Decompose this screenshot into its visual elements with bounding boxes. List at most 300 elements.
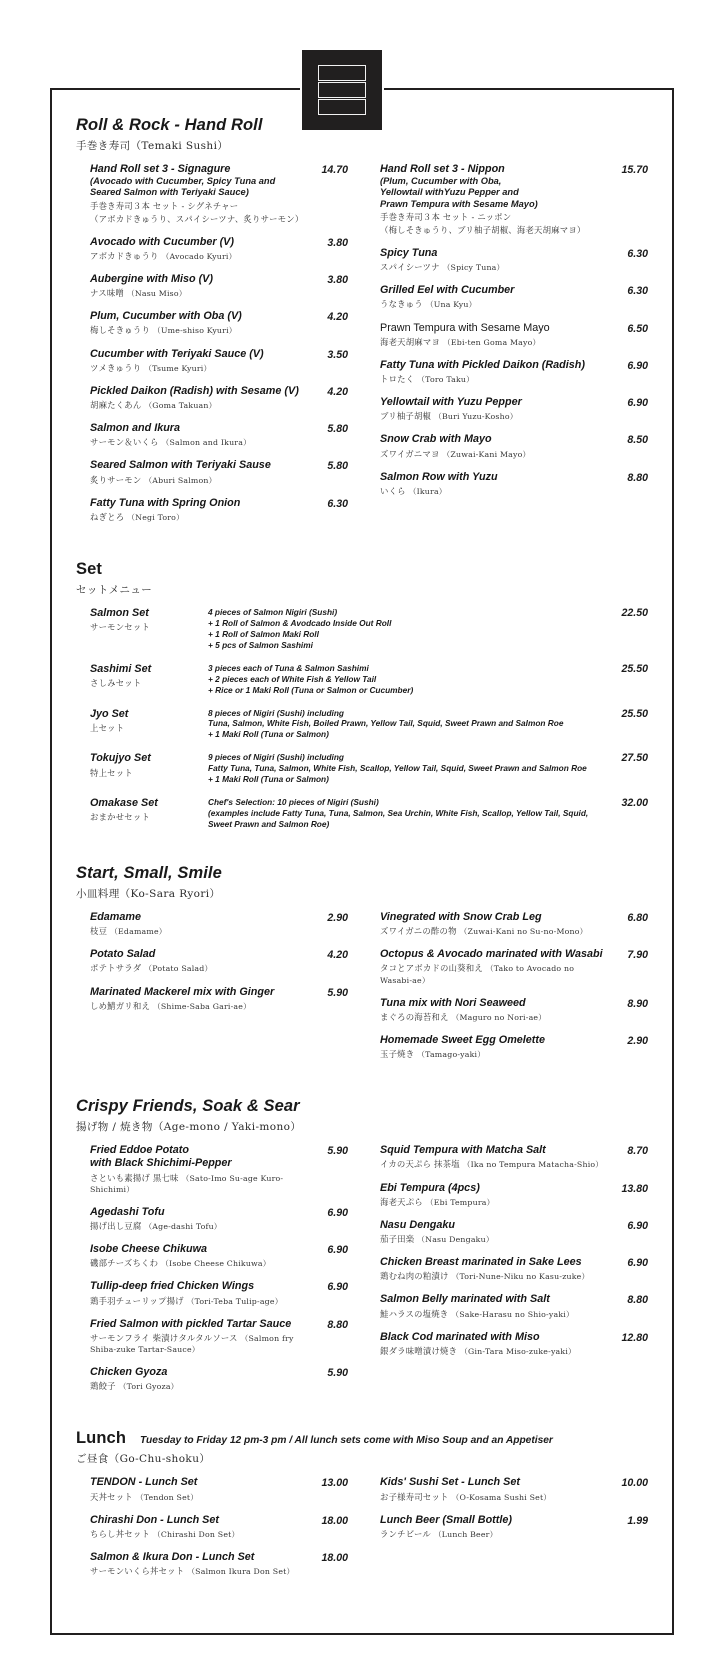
section-title: Start, Small, Smile: [76, 863, 222, 882]
menu-item[interactable]: [366, 1219, 648, 1245]
item-name: Octopus & Avocado marinated with Wasabi: [380, 948, 603, 961]
item-name-romaji: （Salmon and Ikura）: [161, 438, 252, 448]
item-name-romaji: （Chirashi Don Set）: [152, 1529, 240, 1539]
item-name-romaji: （Potato Salad）: [144, 964, 213, 974]
item-name-romaji: （Avocado Kyuri）: [161, 251, 237, 261]
item-name-romaji: （Nasu Dengaku）: [417, 1235, 494, 1244]
set-name-japanese: 特上セット: [90, 767, 133, 778]
item-name-japanese: 玉子焼き （Tamago-yaki）: [380, 1049, 486, 1060]
set-menu-row[interactable]: [76, 797, 648, 830]
item-name: Tullip-deep fried Chicken Wings: [90, 1280, 255, 1293]
set-price: 22.50: [621, 606, 648, 619]
menu-item-text: [76, 348, 306, 374]
item-name-japanese: イカの天ぷら 抹茶塩 （Ika no Tempura Matacha-Shio）: [380, 1159, 604, 1170]
set-description-line: Chef's Selection: 10 pieces of Nigiri (Sushi): [208, 797, 379, 808]
item-name: Chicken Gyoza: [90, 1366, 168, 1379]
menu-item[interactable]: [76, 911, 348, 937]
section-columns: [76, 1144, 648, 1403]
item-name-japanese: まぐろの海苔和え （Maguro no Nori-ae）: [380, 1011, 547, 1022]
menu-item[interactable]: [76, 1318, 348, 1355]
menu-item[interactable]: [76, 348, 348, 374]
menu-item-text: [366, 1219, 606, 1245]
item-name-japanese: サーモンいくら丼セット （Salmon Ikura Don Set）: [90, 1566, 295, 1577]
menu-item[interactable]: [366, 396, 648, 422]
menu-item[interactable]: [76, 163, 348, 225]
menu-item-text: [366, 1182, 606, 1208]
menu-item-price: 6.90: [627, 1257, 648, 1270]
menu-item-text: [366, 163, 606, 236]
menu-item-price: 5.90: [327, 1367, 348, 1380]
set-menu-row[interactable]: [76, 607, 648, 651]
menu-item-text: [76, 1318, 306, 1355]
menu-item-price: 10.00: [621, 1477, 648, 1490]
set-name: Sashimi Set: [90, 662, 152, 675]
set-description-line: Tuna, Salmon, White Fish, Boiled Prawn, Yellow Tail, Squid, Sweet Prawn and Salmon Roe: [208, 718, 564, 729]
item-name-romaji: （Ika no Tempura Matacha-Shio）: [462, 1160, 604, 1170]
item-name: Chirashi Don - Lunch Set: [90, 1513, 219, 1526]
item-name-japanese: ねぎとろ （Negi Toro）: [90, 511, 185, 522]
item-name-japanese: ちらし丼セット （Chirashi Don Set）: [90, 1528, 240, 1539]
item-name-japanese: ブリ柚子胡椒 （Buri Yuzu-Kosho）: [380, 411, 518, 422]
item-name-japanese: 手巻き寿司３本 セット - シグネチャー: [90, 200, 239, 211]
menu-item-text: [366, 247, 606, 273]
menu-item[interactable]: [366, 997, 648, 1023]
item-name-japanese: さといも素揚げ 黒七味 （Sato-Imo Su-age Kuro-Shichimi）: [90, 1172, 284, 1194]
item-name-japanese: 海老天ぷら （Ebi Tempura）: [380, 1196, 495, 1207]
menu-item-text: [76, 236, 306, 262]
menu-item-text: [76, 1366, 306, 1392]
menu-item-text: [366, 997, 606, 1023]
set-name-cell: [76, 708, 208, 734]
section-title-japanese: 揚げ物 / 焼き物（Age-mono / Yaki-mono）: [76, 1121, 302, 1134]
set-name-cell: [76, 797, 208, 823]
menu-item-text: [366, 1256, 606, 1282]
set-description-line: + 1 Maki Roll (Tuna or Salmon): [208, 774, 329, 785]
item-name-japanese-line2: （梅しそきゅうり、ブリ柚子胡椒、海老天胡麻マヨ）: [380, 225, 586, 236]
menu-item[interactable]: [76, 1280, 348, 1306]
menu-item-price: 1.99: [627, 1514, 648, 1527]
item-name: Yellowtail with Yuzu Pepper: [380, 396, 522, 409]
item-name-line2: with Black Shichimi-Pepper: [90, 1157, 232, 1170]
menu-item[interactable]: [366, 1514, 648, 1540]
set-description-line: (examples include Fatty Tuna, Tuna, Salmon, Sea Urchin, White Fish, Scallop, Yellow Tail, Squid,: [208, 808, 589, 819]
item-name-romaji: （Shime-Saba Gari-ae）: [152, 1001, 252, 1011]
menu-item[interactable]: [366, 1144, 648, 1170]
item-description-line: Prawn Tempura with Sesame Mayo): [380, 198, 538, 209]
column-left: [76, 163, 362, 534]
menu-item-text: [366, 284, 606, 310]
item-name-japanese: タコとアボカドの山葵和え （Tako to Avocado no Wasabi-ae）: [380, 963, 575, 985]
menu-section-roll-rock: [76, 116, 648, 534]
item-name-romaji: （Salmon Ikura Don Set）: [187, 1567, 295, 1577]
item-name: Agedashi Tofu: [90, 1205, 165, 1218]
item-name-japanese: アボカドきゅうり （Avocado Kyuri）: [90, 250, 237, 261]
item-name: Salmon Belly marinated with Salt: [380, 1293, 550, 1306]
set-description-cell: [208, 752, 600, 785]
menu-item[interactable]: [366, 1476, 648, 1502]
item-name-japanese: トロたく （Toro Taku）: [380, 374, 475, 385]
set-name: Jyo Set: [90, 707, 129, 720]
item-name-romaji: （O-Kosama Sushi Set）: [451, 1492, 552, 1502]
menu-item-text: [76, 1243, 306, 1269]
menu-item-price: 3.80: [327, 273, 348, 286]
item-name-japanese: ナス味噌 （Nasu Miso）: [90, 288, 187, 299]
section-title: Lunch: [76, 1429, 126, 1448]
set-description-line: Fatty Tuna, Tuna, Salmon, White Fish, Scallop, Yellow Tail, Squid, Sweet Prawn and Salmon Roe: [208, 763, 587, 774]
item-name-japanese: 手巻き寿司３本 セット - ニッポン: [380, 212, 512, 223]
menu-item-text: [76, 1280, 306, 1306]
menu-item-text: [366, 433, 606, 459]
item-name: Fatty Tuna with Spring Onion: [90, 496, 241, 509]
menu-item-text: [76, 948, 306, 974]
menu-content: [50, 88, 674, 1592]
item-name-japanese: サーモン＆いくら （Salmon and Ikura）: [90, 437, 252, 448]
menu-item-text: [76, 1206, 306, 1232]
menu-item[interactable]: [366, 911, 648, 937]
menu-item-price: 18.00: [321, 1552, 348, 1564]
menu-item-price: 12.80: [621, 1331, 648, 1344]
section-title: Set: [76, 560, 102, 579]
section-title-japanese: セットメニュー: [76, 583, 153, 596]
item-name-japanese: ズワイガニの酢の物 （Zuwai-Kani no Su-no-Mono）: [380, 926, 588, 937]
set-name: Salmon Set: [90, 606, 149, 619]
set-description-line: + 2 pieces each of White Fish & Yellow Tail: [208, 673, 377, 684]
menu-item-price: 15.70: [621, 163, 648, 176]
item-name-japanese: 鶏手羽チューリップ揚げ （Tori-Teba Tulip-age）: [90, 1295, 283, 1306]
column-left: [76, 911, 362, 1071]
menu-section-start-small-smile: [76, 864, 648, 1071]
item-name-romaji: （Maguro no Nori-ae）: [451, 1012, 547, 1022]
item-name-romaji: （Salmon fry Shiba-zuke Tartar-Sauce）: [90, 1333, 294, 1355]
section-columns: [76, 1476, 648, 1588]
menu-item-text: [366, 1514, 606, 1540]
menu-section-set: [76, 560, 648, 830]
menu-item[interactable]: [76, 1206, 348, 1232]
item-name: Hand Roll set 3 - Nippon: [380, 162, 505, 175]
item-name-japanese: 海老天胡麻マヨ （Ebi-ten Goma Mayo）: [380, 336, 541, 347]
menu-item[interactable]: [76, 310, 348, 336]
menu-item-price: 6.30: [627, 247, 648, 260]
section-header: [76, 560, 648, 597]
item-name-romaji: （Negi Toro）: [127, 512, 185, 522]
column-right: [362, 1144, 648, 1403]
menu-section-lunch: [76, 1429, 648, 1588]
menu-item[interactable]: [76, 385, 348, 411]
item-name: Snow Crab with Mayo: [380, 433, 492, 446]
item-name-japanese: 揚げ出し豆腐 （Age-dashi Tofu）: [90, 1221, 222, 1231]
menu-item[interactable]: [366, 471, 648, 497]
item-name: Vinegrated with Snow Crab Leg: [380, 910, 542, 923]
set-description-line: 4 pieces of Salmon Nigiri (Sushi): [208, 606, 338, 617]
menu-item[interactable]: [76, 1144, 348, 1195]
menu-item-price: 6.80: [627, 911, 648, 924]
menu-item-price: 7.90: [627, 949, 648, 962]
item-name-japanese: 天丼セット （Tendon Set）: [90, 1491, 199, 1502]
menu-item-text: [366, 1293, 606, 1319]
menu-item-text: [366, 396, 606, 422]
logo-bar-icon: [318, 99, 366, 115]
set-description-line: 9 pieces of Nigiri (Sushi) including: [208, 752, 344, 763]
item-name: Tuna mix with Nori Seaweed: [380, 996, 526, 1009]
item-name: Salmon Row with Yuzu: [380, 470, 498, 483]
section-spacer: [76, 538, 648, 560]
menu-item[interactable]: [366, 359, 648, 385]
menu-item[interactable]: [76, 273, 348, 299]
menu-item-price: 6.90: [627, 1219, 648, 1232]
item-name: Fried Salmon with pickled Tartar Sauce: [90, 1317, 292, 1330]
set-name-japanese: おまかせセット: [90, 812, 151, 823]
set-description-line: + 1 Roll of Salmon Maki Roll: [208, 628, 319, 639]
column-right: [362, 163, 648, 534]
item-name-romaji: （Toro Taku）: [417, 375, 475, 385]
item-name-romaji: （Zuwai-Kani no Su-no-Mono）: [459, 927, 588, 937]
menu-item-price: 5.80: [327, 423, 348, 436]
menu-item-price: 6.90: [327, 1281, 348, 1294]
menu-item[interactable]: [76, 1476, 348, 1502]
item-name: Black Cod marinated with Miso: [380, 1330, 540, 1343]
set-price: 25.50: [621, 707, 648, 720]
menu-item[interactable]: [366, 1256, 648, 1282]
item-name-romaji: （Ebi Tempura）: [425, 1197, 495, 1207]
item-name-romaji: （Tendon Set）: [135, 1492, 199, 1502]
menu-item-text: [366, 322, 606, 348]
item-name-romaji: （Tamago-yaki）: [417, 1050, 486, 1060]
set-description-cell: [208, 708, 600, 741]
section-columns: [76, 163, 648, 534]
item-name-japanese: ツメきゅうり （Tsume Kyuri）: [90, 362, 212, 373]
menu-item[interactable]: [76, 497, 348, 523]
menu-item[interactable]: [366, 1331, 648, 1357]
menu-item-price: 5.80: [327, 460, 348, 473]
menu-item[interactable]: [366, 322, 648, 348]
set-description-line: + Rice or 1 Maki Roll (Tuna or Salmon or Cucumber): [208, 684, 414, 695]
item-name-romaji: （Zuwai-Kani Mayo）: [442, 449, 531, 459]
menu-item[interactable]: [76, 948, 348, 974]
item-name-romaji: （Ebi-ten Goma Mayo）: [442, 337, 541, 347]
menu-item[interactable]: [76, 459, 348, 485]
menu-item-price: 6.30: [627, 285, 648, 298]
item-name-romaji: （Age-dashi Tofu）: [144, 1222, 222, 1231]
item-name-romaji: （Nasu Miso）: [126, 289, 187, 299]
set-menu-row[interactable]: [76, 752, 648, 785]
item-name-japanese: 枝豆 （Edamame）: [90, 926, 167, 937]
menu-item[interactable]: [76, 1366, 348, 1392]
set-description-line: 8 pieces of Nigiri (Sushi) including: [208, 707, 344, 718]
set-description-line: + 1 Maki Roll (Tuna or Salmon): [208, 729, 329, 740]
item-name-japanese: 胡麻たくあん （Goma Takuan）: [90, 400, 217, 410]
menu-item[interactable]: [76, 422, 348, 448]
item-name-romaji: （Ikura）: [408, 486, 447, 496]
menu-item[interactable]: [366, 433, 648, 459]
item-name-japanese: 炙りサーモン （Aburi Salmon）: [90, 474, 217, 485]
menu-item-price: 3.80: [327, 236, 348, 249]
set-name-japanese: 上セット: [90, 722, 125, 733]
menu-item-text: [366, 1144, 606, 1170]
set-name: Omakase Set: [90, 797, 158, 810]
menu-item-text: [76, 1144, 306, 1195]
set-name-cell: [76, 663, 208, 689]
menu-section-crispy-friends: [76, 1097, 648, 1403]
item-name: Pickled Daikon (Radish) with Sesame (V): [90, 384, 299, 397]
item-name: Squid Tempura with Matcha Salt: [380, 1144, 546, 1157]
item-name: Edamame: [90, 910, 142, 923]
item-name: Lunch Beer (Small Bottle): [380, 1513, 512, 1526]
section-header: [76, 1097, 648, 1134]
menu-item[interactable]: [366, 163, 648, 236]
menu-item[interactable]: [76, 1514, 348, 1540]
item-name-romaji: （Tako to Avocado no Wasabi-ae）: [380, 964, 575, 985]
menu-item-price: 13.00: [321, 1477, 348, 1490]
section-spacer: [76, 842, 648, 864]
menu-item-text: [76, 1551, 306, 1577]
item-name-japanese: 茄子田楽 （Nasu Dengaku）: [380, 1234, 494, 1244]
item-name-japanese-line2: （アボカドきゅうり、スパイシーツナ、炙りサーモン）: [90, 213, 304, 224]
section-title-japanese: 小皿料理（Ko-Sara Ryori）: [76, 887, 221, 900]
item-name: Grilled Eel with Cucumber: [380, 284, 515, 297]
menu-item-price: 8.50: [627, 434, 648, 447]
menu-item[interactable]: [366, 1034, 648, 1060]
logo-bar-icon: [318, 65, 366, 81]
menu-item-price: 4.20: [327, 385, 348, 398]
menu-item[interactable]: [366, 284, 648, 310]
menu-item[interactable]: [366, 247, 648, 273]
item-name-romaji: （Goma Takuan）: [144, 401, 217, 410]
menu-item-price: 4.20: [327, 949, 348, 962]
item-name-japanese: うなきゅう （Una Kyu）: [380, 299, 477, 310]
set-description-line: + 1 Roll of Salmon & Avodcado Inside Out Roll: [208, 617, 392, 628]
logo-bar-icon: [318, 82, 366, 98]
item-description-line: Seared Salmon with Teriyaki Sauce): [90, 187, 249, 198]
section-header: [76, 864, 648, 901]
item-name: Kids' Sushi Set - Lunch Set: [380, 1476, 520, 1489]
menu-item-price: 6.50: [627, 322, 648, 335]
column-left: [76, 1144, 362, 1403]
item-name-romaji: （Spicy Tuna）: [442, 263, 505, 273]
section-header: [76, 1429, 648, 1466]
menu-item-text: [366, 471, 606, 497]
set-description-line: + 5 pcs of Salmon Sashimi: [208, 639, 313, 650]
menu-item[interactable]: [76, 1551, 348, 1577]
section-title: Roll & Rock - Hand Roll: [76, 116, 263, 134]
item-name-romaji: （Una Kyu）: [425, 300, 477, 310]
item-name-japanese: スパイシーツナ （Spicy Tuna）: [380, 262, 505, 273]
item-name: Prawn Tempura with Sesame Mayo: [380, 321, 550, 334]
menu-item-price: 6.90: [327, 1206, 348, 1219]
menu-item-price: 8.70: [627, 1145, 648, 1158]
menu-item-text: [366, 359, 606, 385]
menu-item-text: [76, 273, 306, 299]
menu-item-text: [366, 1331, 606, 1357]
column-left: [76, 1476, 362, 1588]
menu-item-text: [76, 1476, 306, 1502]
menu-item-price: 6.90: [627, 397, 648, 410]
set-description-line: Sweet Prawn and Salmon Roe): [208, 819, 330, 830]
item-name-romaji: （Tori Gyoza）: [118, 1382, 179, 1392]
menu-item-price: 2.90: [627, 1034, 648, 1047]
menu-item-text: [76, 163, 306, 225]
column-right: [362, 1476, 648, 1588]
menu-item[interactable]: [76, 986, 348, 1012]
item-description-line: Yellowtail withYuzu Pepper and: [380, 187, 519, 198]
item-name-romaji: （Tsume Kyuri）: [144, 363, 212, 373]
item-name-japanese: 鶏餃子 （Tori Gyoza）: [90, 1381, 179, 1392]
section-spacer: [76, 1075, 648, 1097]
item-name-japanese: 鶏むね肉の粕漬け （Tori-Nune-Niku no Kasu-zuke）: [380, 1271, 590, 1282]
item-name: Avocado with Cucumber (V): [90, 235, 234, 248]
section-title-japanese: 手巻き寿司（Temaki Sushi）: [76, 139, 229, 152]
item-name: Hand Roll set 3 - Signagure: [90, 162, 231, 175]
item-name-romaji: （Sato-Imo Su-age Kuro-Shichimi）: [90, 1173, 284, 1194]
set-name-japanese: さしみセット: [90, 677, 142, 688]
menu-item-price: 13.80: [621, 1182, 648, 1195]
item-name-japanese: いくら （Ikura）: [380, 485, 447, 496]
item-name: Ebi Tempura (4pcs): [380, 1181, 480, 1194]
section-note: Tuesday to Friday 12 pm-3 pm / All lunch sets come with Miso Soup and an Appetiser: [140, 1435, 553, 1447]
menu-item-price: 6.90: [627, 359, 648, 372]
menu-item-price: 5.90: [327, 1145, 348, 1158]
menu-item-text: [366, 911, 606, 937]
set-description-line: 3 pieces each of Tuna & Salmon Sashimi: [208, 662, 369, 673]
menu-item-price: 8.80: [327, 1318, 348, 1331]
set-description-cell: [208, 663, 600, 696]
menu-item-text: [76, 497, 306, 523]
item-description-line: (Avocado with Cucumber, Spicy Tuna and: [90, 176, 276, 187]
item-name: Seared Salmon with Teriyaki Sause: [90, 459, 271, 472]
item-name-japanese: ポテトサラダ （Potato Salad）: [90, 963, 213, 974]
column-right: [362, 911, 648, 1071]
menu-item-price: 8.80: [627, 471, 648, 484]
menu-item-text: [76, 385, 306, 411]
menu-item[interactable]: [366, 948, 648, 985]
menu-item[interactable]: [366, 1293, 648, 1319]
item-name: Nasu Dengaku: [380, 1218, 455, 1231]
item-name: Fatty Tuna with Pickled Daikon (Radish): [380, 358, 585, 371]
set-menu-row[interactable]: [76, 708, 648, 741]
menu-item-price: 6.30: [327, 497, 348, 510]
set-price: 27.50: [621, 752, 648, 765]
item-name: Plum, Cucumber with Oba (V): [90, 310, 242, 323]
menu-item[interactable]: [76, 1243, 348, 1269]
item-name: Salmon & Ikura Don - Lunch Set: [90, 1551, 255, 1563]
section-title: Crispy Friends, Soak & Sear: [76, 1097, 300, 1116]
item-name: Cucumber with Teriyaki Sauce (V): [90, 347, 264, 360]
set-menu-row[interactable]: [76, 663, 648, 696]
set-name: Tokujyo Set: [90, 752, 151, 765]
set-price: 25.50: [621, 662, 648, 675]
menu-item-text: [366, 1476, 606, 1502]
menu-item-price: 3.50: [327, 348, 348, 361]
item-name-japanese: 銀ダラ味噌漬け焼き （Gin-Tara Miso-zuke-yaki）: [380, 1345, 577, 1356]
item-name-romaji: （Aburi Salmon）: [144, 475, 217, 485]
menu-item-text: [76, 1514, 306, 1540]
menu-item[interactable]: [366, 1182, 648, 1208]
item-name: Aubergine with Miso (V): [90, 272, 213, 285]
menu-item-price: 6.90: [327, 1244, 348, 1257]
item-name-japanese: 梅しそきゅうり （Ume-shiso Kyuri）: [90, 325, 237, 336]
item-name-romaji: （Tori-Teba Tulip-age）: [186, 1296, 283, 1306]
item-name-romaji: （Tori-Nune-Niku no Kasu-zuke）: [451, 1272, 590, 1282]
item-name-romaji: （Sake-Harasu no Shio-yaki）: [451, 1309, 574, 1319]
set-price: 32.00: [621, 797, 648, 810]
item-name-romaji: （Gin-Tara Miso-zuke-yaki）: [460, 1346, 577, 1356]
item-name-romaji: （Ume-shiso Kyuri）: [152, 326, 237, 336]
menu-item-text: [76, 911, 306, 937]
item-name-japanese: しめ鯖ガリ和え （Shime-Saba Gari-ae）: [90, 1000, 252, 1011]
menu-item[interactable]: [76, 236, 348, 262]
item-name-romaji: （Edamame）: [110, 927, 167, 937]
set-rows: [76, 607, 648, 830]
menu-item-price: 4.20: [327, 311, 348, 324]
